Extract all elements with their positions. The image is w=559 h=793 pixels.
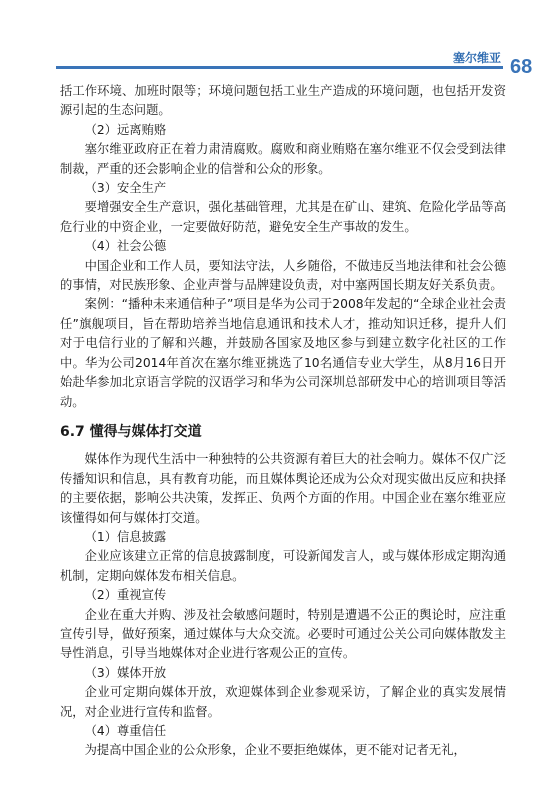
paragraph: 媒体作为现代生活中一种独特的公共资源有着巨大的社会响力。媒体不仅广泛传播知识和信息，具有教育功能，而且媒体舆论还成为公众对现实做出反应和抉择的主要依据，影响公共决策，发挥正、负两个方面的作用。中国企业在塞尔维亚应该懂得如何与媒体打交道。 [60,452,506,525]
paragraph: 企业应该建立正常的信息披露制度，可设新闻发言人，或与媒体形成定期沟通机制，定期向媒体发布相关信息。 [60,549,506,583]
case-paragraph: 案例：“播种未来通信种子”项目是华为公司于2008年发起的“全球企业社会责任”旗舰项目，旨在帮助培养当地信息通讯和技术人才，推动知识迁移，提升人们对于电信行业的了解和兴趣，并鼓励各国家及地区参与到建立数字化社区的工作中。华为公司2014年首次在塞尔维亚挑选了10名通信专业大学生，从8月16日开始赴华参加北京语言学院的汉语学习和华为公司深圳总部研发中心的培训项目等活动。 [60,297,506,409]
subheading: （3）媒体开放 [84,665,167,680]
subheading: （2）远离贿赂 [84,122,167,137]
header-rule [56,66,503,69]
subheading: （2）重视宣传 [84,588,167,603]
paragraph: 为提高中国企业的公众形象，企业不要拒绝媒体，更不能对记者无礼， [84,743,466,758]
section-heading: 6.7 懂得与媒体打交道 [60,423,202,440]
subheading: （4）社会公德 [84,239,167,254]
header-title: 塞尔维亚 [452,51,501,65]
subheading: （1）信息披露 [84,529,167,544]
paragraph: 塞尔维亚政府正在着力肃清腐败。腐败和商业贿赂在塞尔维亚不仅会受到法律制裁，严重的还会影响企业的信誉和公众的形象。 [60,142,506,176]
paragraph: 中国企业和工作人员，要知法守法，人乡随俗，不做违反当地法律和社会公德的事情，对民族形象、企业声誉与品牌建设负责，对中塞两国长期友好关系负责。 [60,258,506,293]
subheading: （3）安全生产 [84,181,167,196]
page-number: 68 [510,56,533,78]
paragraph: 要增强安全生产意识，强化基础管理，尤其是在矿山、建筑、危险化学品等高危行业的中资企业，一定要做好防范，避免安全生产事故的发生。 [60,200,506,234]
page-body [60,82,506,761]
paragraph: 企业在重大并购、涉及社会敏感问题时，特别是遭遇不公正的舆论时，应注重宣传引导，做好预案，通过媒体与大众交流。必要时可通过公关公司向媒体散发主导性消息，引导当地媒体对企业进行客观公正的宣传。 [60,607,506,661]
paragraph: 企业可定期向媒体开放，欢迎媒体到企业参观采访，了解企业的真实发展情况，对企业进行宣传和监督。 [60,685,506,719]
subheading: （4）尊重信任 [84,724,167,738]
paragraph: 括工作环境、加班时限等；环境问题包括工业生产造成的环境问题，也包括开发资源引起的生态问题。 [60,84,506,118]
